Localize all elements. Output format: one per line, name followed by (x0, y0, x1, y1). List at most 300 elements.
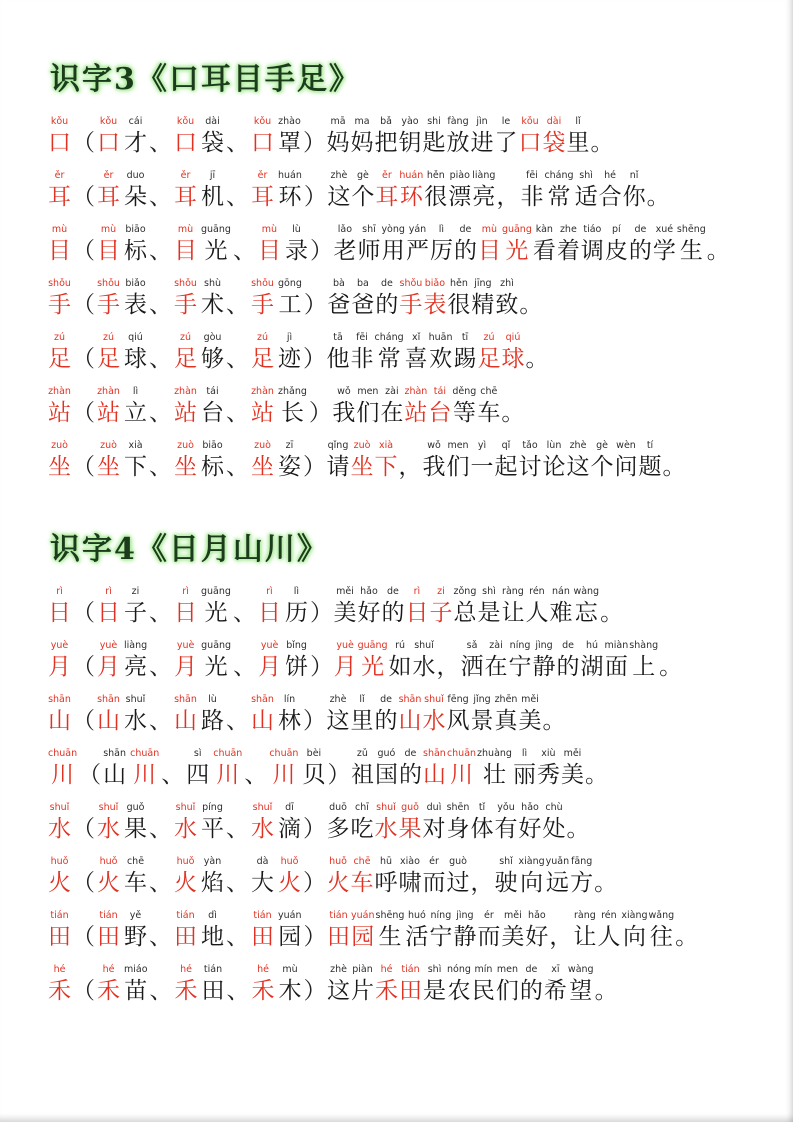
word (249, 910, 304, 952)
hanzi: 驶 (494, 870, 518, 895)
hanzi: ， (496, 184, 520, 209)
syllable (374, 116, 398, 158)
pinyin (319, 386, 322, 398)
syllable (532, 224, 556, 266)
pinyin: biǎo (125, 278, 146, 289)
pinyin: zhè (330, 964, 347, 975)
syllable (594, 964, 618, 1006)
hanzi: 川 (133, 762, 157, 787)
pinyin: zhè (569, 440, 587, 451)
hanzi: 进 (470, 130, 494, 155)
pinyin: shǒu (48, 278, 71, 289)
hanzi: 、 (226, 400, 249, 425)
syllable (604, 640, 629, 682)
section-rows (48, 114, 757, 482)
pinyin: duō (329, 802, 347, 813)
pinyin (552, 694, 555, 706)
hanzi: 、 (226, 870, 249, 895)
hanzi: 朵 (124, 184, 147, 209)
hanzi: 。 (675, 924, 699, 949)
hanzi: 立 (124, 400, 147, 425)
syllable (423, 964, 447, 1006)
syllable (594, 856, 618, 898)
syllable (484, 640, 508, 682)
syllable (545, 856, 570, 898)
hanzi: 田 (201, 978, 225, 1003)
syllable (48, 278, 71, 320)
hanzi: ） (303, 130, 326, 155)
syllable (544, 170, 574, 212)
hanzi: 丽 (512, 762, 536, 787)
pinyin: měi (563, 748, 582, 759)
syllable (326, 802, 350, 844)
hanzi: 足 (97, 346, 120, 371)
syllable (532, 640, 556, 682)
pinyin: gè (596, 440, 608, 451)
pinyin: bǐng (286, 640, 307, 651)
hanzi: 够 (201, 346, 224, 371)
pinyin: men (357, 386, 379, 397)
hanzi: 历 (284, 600, 308, 625)
syllable (326, 440, 350, 482)
word (249, 278, 304, 320)
hanzi: 下 (374, 454, 398, 479)
pinyin: tián (176, 910, 195, 921)
pinyin: chuān (130, 748, 160, 759)
hanzi: 秀 (536, 762, 560, 787)
pinyin: yòng (381, 224, 405, 235)
pinyin: hěn (426, 170, 445, 181)
pinyin: chē (480, 386, 498, 397)
hanzi: 、 (149, 454, 172, 479)
syllable (422, 856, 446, 898)
hanzi: 罩 (278, 130, 301, 155)
sentence (333, 640, 683, 682)
punctuation (309, 386, 332, 428)
pinyin: yào (401, 116, 419, 127)
hanzi: 子 (124, 600, 147, 625)
syllable (501, 386, 525, 428)
hanzi: 人 (597, 924, 621, 949)
hanzi: 湖 (580, 654, 604, 679)
pinyin (657, 170, 660, 182)
pinyin: rú (395, 640, 405, 651)
syllable (48, 964, 71, 1006)
syllable (525, 332, 549, 374)
hanzi: 禾 (48, 978, 71, 1003)
hanzi: 向 (520, 870, 544, 895)
pinyin: zuò (51, 440, 68, 451)
punctuation (303, 116, 326, 158)
pinyin: měi (504, 910, 522, 921)
pinyin: bǎ (380, 116, 392, 127)
pinyin: shi (427, 116, 441, 127)
hanzi: 台 (428, 400, 452, 425)
hanzi: 站 (97, 400, 120, 425)
pinyin: dī (285, 802, 294, 813)
hanzi: 长 (280, 400, 304, 425)
hanzi: 这 (327, 184, 351, 209)
vocab-row (48, 384, 757, 428)
pinyin: qiú (505, 332, 521, 343)
syllable (429, 910, 453, 952)
syllable (496, 170, 520, 212)
syllable (398, 694, 422, 736)
syllable (249, 278, 276, 320)
pinyin: qiú (128, 332, 143, 343)
hanzi: 台 (201, 400, 224, 425)
hanzi: 老 (333, 238, 357, 263)
pinyin (82, 440, 85, 452)
hanzi: 贝 (302, 762, 326, 787)
syllable (172, 910, 199, 952)
hanzi: 厉 (429, 238, 453, 263)
pinyin: wàng (567, 964, 594, 975)
syllable (477, 224, 501, 266)
syllable (495, 278, 519, 320)
hanzi: 手 (174, 292, 197, 317)
syllable (256, 640, 283, 682)
syllable (472, 170, 496, 212)
pinyin: nóng (447, 964, 471, 975)
pinyin: shēng (375, 910, 405, 921)
pinyin: shì (427, 964, 442, 975)
vocab-row (48, 854, 757, 898)
hanzi: 美 (560, 762, 584, 787)
syllable (648, 910, 675, 952)
sentence (350, 748, 608, 790)
pinyin: shān (48, 694, 71, 705)
syllable (422, 748, 446, 790)
sentence (333, 224, 730, 266)
syllable (122, 332, 149, 374)
hanzi: 常 (547, 184, 571, 209)
hanzi: 的 (556, 654, 580, 679)
syllable (249, 802, 276, 844)
pinyin: děng (452, 386, 477, 397)
syllable (351, 170, 375, 212)
syllable (48, 332, 71, 374)
pinyin: xiàng (518, 856, 545, 867)
hanzi: 饼 (285, 654, 309, 679)
pinyin (337, 748, 340, 760)
syllable (477, 332, 501, 374)
pinyin (159, 910, 162, 922)
word (95, 802, 149, 844)
syllable (448, 170, 472, 212)
syllable (250, 964, 277, 1006)
pinyin: rì (266, 586, 273, 597)
pinyin: nán (552, 586, 570, 597)
hanzi: 好 (525, 924, 549, 949)
pinyin: shì (482, 586, 496, 597)
pinyin (159, 116, 162, 128)
pinyin: shǒu (174, 278, 197, 289)
syllable (519, 278, 543, 320)
word (172, 586, 233, 628)
syllable (597, 910, 621, 952)
pinyin: lù (208, 694, 217, 705)
pinyin: zú (256, 332, 268, 343)
syllable (570, 856, 594, 898)
hanzi: 、 (149, 400, 172, 425)
word (256, 586, 310, 628)
pinyin: mù (282, 964, 298, 975)
pinyin (236, 910, 239, 922)
word (172, 802, 226, 844)
pinyin: rì (413, 586, 421, 597)
hanzi: 耳 (48, 184, 71, 209)
hanzi: 果 (398, 816, 422, 841)
punctuation (72, 278, 95, 320)
pinyin (559, 910, 562, 922)
syllable (172, 278, 199, 320)
pinyin: yuán (278, 910, 302, 921)
syllable (604, 224, 628, 266)
hanzi: 月 (258, 654, 282, 679)
hanzi: 的 (628, 238, 652, 263)
sentence (326, 116, 614, 158)
hanzi: 如 (388, 654, 412, 679)
pinyin (314, 278, 317, 290)
hanzi: 水 (422, 708, 446, 733)
syllable (470, 116, 494, 158)
hanzi: ， (549, 924, 573, 949)
pinyin: nǐ (629, 170, 639, 181)
pinyin: huán (399, 170, 424, 181)
syllable (470, 802, 494, 844)
syllable (172, 694, 199, 736)
syllable (172, 170, 199, 212)
word (95, 224, 149, 266)
syllable (356, 386, 380, 428)
pinyin (313, 694, 316, 706)
syllable (374, 694, 398, 736)
hanzi: 放 (446, 130, 470, 155)
hanzi: ） (309, 600, 333, 625)
hanzi: （ (72, 654, 95, 679)
pinyin (685, 910, 688, 922)
pinyin (82, 586, 85, 598)
pinyin: kǒu (521, 116, 539, 127)
hanzi: 问 (614, 454, 638, 479)
hanzi: 球 (501, 346, 525, 371)
hanzi: 车 (477, 400, 501, 425)
pinyin (236, 332, 239, 344)
punctuation (310, 224, 333, 266)
pinyin: tī (461, 332, 469, 343)
pinyin: hé (53, 964, 66, 975)
pinyin (159, 170, 162, 182)
pinyin: hǎo (528, 910, 546, 921)
punctuation (233, 586, 256, 628)
punctuation (303, 694, 326, 736)
syllable (422, 802, 446, 844)
pinyin: miáo (124, 964, 148, 975)
syllable (199, 332, 226, 374)
hanzi: 、 (244, 762, 268, 787)
hanzi: 、 (149, 238, 172, 263)
hanzi: 、 (149, 654, 173, 679)
punctuation (72, 964, 95, 1006)
pinyin: zuò (100, 440, 117, 451)
syllable (350, 802, 374, 844)
hanzi: 标 (201, 454, 224, 479)
punctuation (327, 748, 350, 790)
punctuation (303, 332, 326, 374)
pinyin: shǐ (499, 856, 513, 867)
pinyin (600, 116, 603, 128)
hanzi: 、 (226, 346, 249, 371)
pinyin: xià (378, 440, 394, 451)
syllable (646, 170, 670, 212)
vocab-row (48, 800, 757, 844)
pinyin: shuǐ (125, 694, 146, 705)
pinyin: wàng (573, 586, 600, 597)
hanzi: 山 (398, 708, 422, 733)
hanzi: 手 (48, 292, 71, 317)
pinyin: hé (380, 964, 393, 975)
pinyin (159, 640, 162, 652)
word (249, 332, 303, 374)
syllable (446, 116, 470, 158)
syllable (374, 748, 398, 790)
syllable (350, 440, 374, 482)
syllable (675, 910, 699, 952)
pinyin (529, 278, 532, 290)
hanzi: 站 (174, 400, 197, 425)
hanzi: （ (78, 762, 102, 787)
syllable (199, 640, 233, 682)
pinyin: de (380, 278, 393, 289)
hanzi: 个 (590, 454, 614, 479)
syllable (256, 586, 283, 628)
syllable (200, 964, 227, 1006)
pinyin: de (404, 748, 417, 759)
pinyin: níng (430, 910, 452, 921)
word (249, 386, 309, 428)
hanzi: ） (327, 762, 351, 787)
pinyin: xiàng (621, 910, 648, 921)
pinyin: lì (132, 386, 139, 397)
syllable (662, 440, 686, 482)
syllable (470, 440, 494, 482)
pinyin (82, 224, 85, 236)
syllable (494, 802, 518, 844)
pinyin: wǎng (648, 910, 675, 921)
pinyin: rì (182, 586, 189, 597)
hanzi: ） (303, 870, 326, 895)
pinyin: shān (423, 748, 446, 759)
punctuation (149, 440, 172, 482)
hanzi: 目 (48, 238, 71, 263)
hanzi: 木 (278, 978, 302, 1003)
word (249, 802, 303, 844)
hanzi: 处 (542, 816, 566, 841)
hanzi: 。 (662, 454, 686, 479)
hanzi: 。 (646, 184, 670, 209)
pinyin: dài (205, 116, 220, 127)
pinyin: fāng (571, 856, 593, 867)
pinyin: hé (180, 964, 192, 975)
syllable (300, 748, 327, 790)
pinyin: ěr (54, 170, 65, 181)
pinyin (82, 964, 85, 976)
hanzi: 很 (424, 184, 448, 209)
hanzi: 耳 (251, 184, 274, 209)
hanzi: 生 (679, 238, 703, 263)
syllable (512, 748, 536, 790)
syllable (573, 586, 600, 628)
hanzi: 。 (566, 816, 590, 841)
pinyin: zú (53, 332, 65, 343)
syllable (326, 116, 350, 158)
syllable (122, 278, 149, 320)
syllable (95, 170, 122, 212)
hanzi: 们 (495, 978, 519, 1003)
pinyin: rén (601, 910, 617, 921)
pinyin: dà (256, 856, 269, 867)
word (95, 440, 149, 482)
syllable (199, 856, 226, 898)
pinyin: gòu (203, 332, 222, 343)
pinyin: yuán (351, 910, 375, 921)
hanzi: 调 (580, 238, 604, 263)
vocab-row (48, 746, 757, 790)
pinyin: miàn (604, 640, 629, 651)
pinyin: biāo (202, 440, 223, 451)
hanzi: 在 (484, 654, 508, 679)
hanzi: 、 (226, 924, 249, 949)
syllable (447, 278, 471, 320)
hanzi: 起 (494, 454, 518, 479)
syllable (199, 224, 233, 266)
hanzi: 总 (453, 600, 477, 625)
syllable (199, 170, 226, 212)
syllable (525, 586, 549, 628)
hanzi: 我 (332, 400, 356, 425)
pinyin: chē (126, 856, 145, 867)
punctuation (149, 694, 172, 736)
pinyin: yuè (176, 640, 195, 651)
pinyin (159, 440, 162, 452)
hanzi: 致 (495, 292, 519, 317)
syllable (283, 640, 310, 682)
syllable (536, 748, 560, 790)
hanzi: 漂 (448, 184, 472, 209)
hanzi: 啸 (398, 870, 422, 895)
hanzi: 一 (470, 454, 494, 479)
hanzi: 球 (124, 346, 147, 371)
pinyin (171, 748, 174, 760)
vocab-row (48, 584, 757, 628)
hanzi: 等 (452, 400, 476, 425)
punctuation (233, 640, 256, 682)
hanzi: （ (72, 238, 95, 263)
hanzi: 面 (604, 654, 628, 679)
syllable (199, 586, 233, 628)
hanzi: （ (72, 346, 95, 371)
hanzi: 录 (284, 238, 308, 263)
hanzi: 水 (48, 816, 71, 841)
pinyin: huān (428, 332, 453, 343)
syllable (405, 224, 429, 266)
pinyin: yuè (260, 640, 279, 651)
pinyin: cháng (544, 170, 574, 181)
hanzi: 、 (161, 762, 185, 787)
word (249, 856, 303, 898)
pinyin: shēn (446, 802, 470, 813)
